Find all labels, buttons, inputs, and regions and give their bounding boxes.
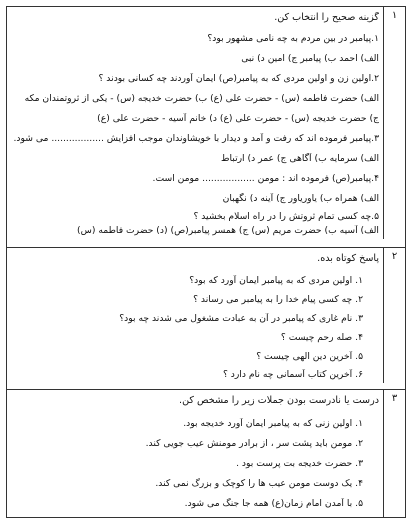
question-2-instruction: پاسخ کوتاه بده. xyxy=(317,253,379,264)
short-answer-3: ۳. نام غاری که پیامبر در آن به عبادت مشغول می شدند چه بود؟ xyxy=(119,313,363,324)
mcq-4-question: ۴.پیامبر(ص) فرموده اند : مومن .................. مومن است. xyxy=(152,173,379,184)
question-1-row xyxy=(7,7,405,239)
mcq-5-options: الف) آسیه ب) حضرت مریم (س) ج) همسر پیامبر(ص) (د) حضرت فاطمه (س) xyxy=(77,225,379,236)
mcq-1-question: ۱.پیامبر در بین مردم به چه نامی مشهور بود؟ xyxy=(207,33,379,44)
short-answer-4: ۴. صله رحم چیست ؟ xyxy=(280,332,363,343)
short-answer-1: ۱. اولین مردی که به پیامبر ایمان آورد که بود؟ xyxy=(189,275,363,286)
question-2-row xyxy=(7,247,405,383)
question-3-number: ۳ xyxy=(383,390,405,517)
true-false-2: ۲. مومن باید پشت سر ، از برادر مومنش عیب جویی کند. xyxy=(145,438,363,449)
question-2-number: ۲ xyxy=(383,248,405,383)
mcq-1-options: الف) احمد ب) پیامبر ج) امین د) نبی xyxy=(241,53,379,64)
mcq-2-options-a-b: الف) حضرت فاطمه (س) - حضرت علی (ع) ب) حضرت خدیجه (س) - یکی از ثروتمندان مکه xyxy=(24,93,379,104)
mcq-4-options: الف) همراه ب) یاوریاور ج) آینه د) نگهبان xyxy=(222,193,379,204)
mcq-5-question: ۵.چه کسی تمام ثروتش را در راه اسلام بخشید ؟ xyxy=(193,211,379,222)
question-1-instruction: گزینه صحیح را انتخاب کن. xyxy=(274,12,379,23)
true-false-3: ۳. حضرت خدیجه بت پرست بود . xyxy=(236,458,363,469)
true-false-4: ۴. یک دوست مومن عیب ها را کوچک و بزرگ نمی کند. xyxy=(155,478,363,489)
mcq-2-options-c-d: ج) حضرت خدیجه (س) - حضرت علی (ع) د) خانم آسیه - حضرت علی (ع) xyxy=(97,113,379,124)
short-answer-2: ۲. چه کسی پیام خدا را به پیامبر می رساند ؟ xyxy=(193,294,363,305)
short-answer-6: ۶. آخرین کتاب آسمانی چه نام دارد ؟ xyxy=(222,369,363,380)
question-1-content xyxy=(9,7,381,239)
mcq-3-options: الف) سرمایه ب) آگاهی ج) عمر د) ارتباط xyxy=(221,153,379,164)
question-3-instruction: درست یا نادرست بودن جملات زیر را مشخص کن. xyxy=(179,395,379,406)
question-1-number: ۱ xyxy=(383,7,405,239)
short-answer-5: ۵. آخرین دین الهی چیست ؟ xyxy=(256,351,363,362)
true-false-1: ۱. اولین زنی که به پیامبر ایمان آورد خدیجه بود. xyxy=(183,418,363,429)
question-3-row xyxy=(7,389,405,517)
question-3-content xyxy=(9,390,381,517)
mcq-2-question: ۲.اولین زن و اولین مردی که به پیامبر(ص) ایمان آوردند چه کسانی بودند ؟ xyxy=(98,73,379,84)
question-2-content xyxy=(9,248,381,383)
true-false-5: ۵. با آمدن امام زمان(ع) همه جا جنگ می شود. xyxy=(184,498,363,509)
mcq-3-question: ۳.پیامبر فرموده اند که رفت و آمد و دیدار با خویشاوندان موجب افزایش .................. می شود. xyxy=(13,133,379,144)
exam-sheet xyxy=(6,6,406,518)
